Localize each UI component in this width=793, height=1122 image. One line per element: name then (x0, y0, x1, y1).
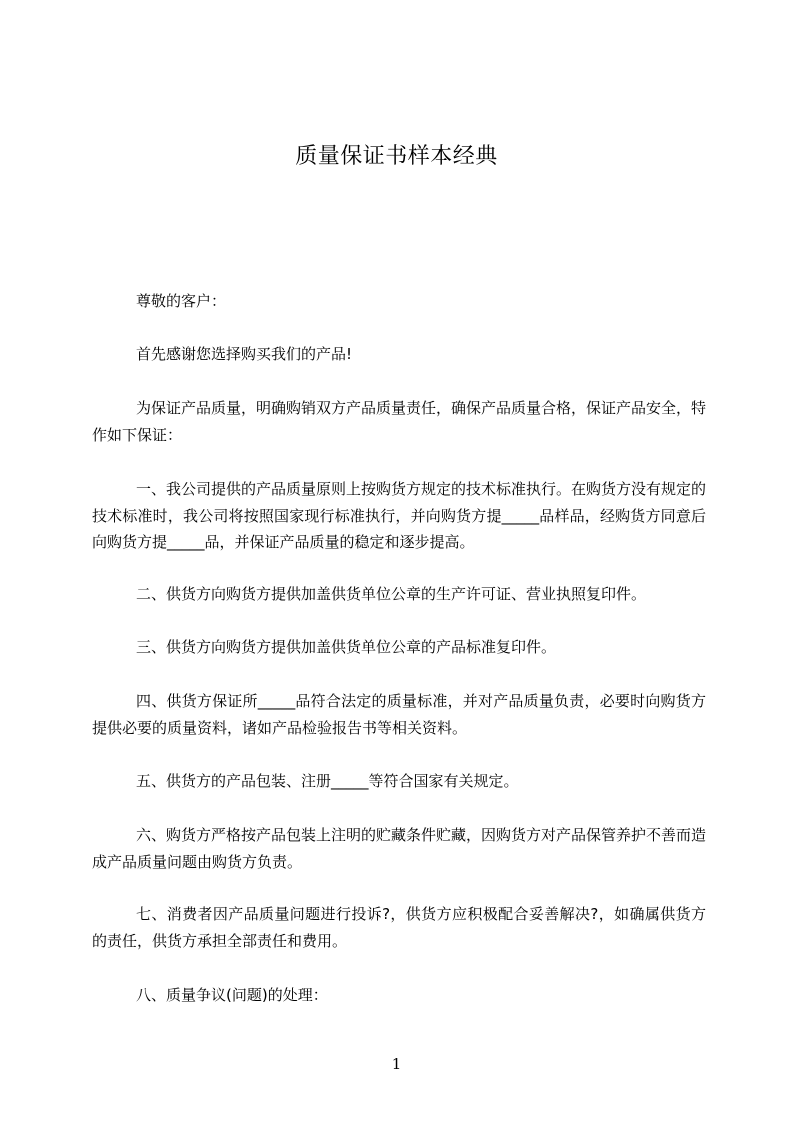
clause-5: 五、供货方的产品包装、注册_____等符合国家有关规定。 (136, 772, 519, 790)
salutation: 尊敬的客户： (136, 292, 227, 310)
clause-7: 七、消费者因产品质量问题进行投诉?，供货方应积极配合妥善解决?，如确属供货方的责任，供货方承担全部责任和费用。 (92, 905, 706, 950)
clause-4: 四、供货方保证所_____品符合法定的质量标准，并对产品质量负责，必要时向购货方提供必要的质量资料，诸如产品检验报告书等相关资料。 (92, 692, 706, 737)
document-title: 质量保证书样本经典 (295, 144, 498, 169)
page-number: 1 (391, 1055, 402, 1073)
clause-1: 一、我公司提供的产品质量原则上按购货方规定的技术标准执行。在购货方没有规定的技术标准时，我公司将按照国家现行标准执行，并向购货方提_____品样品，经购货方同意后向购货方提_____品，并保证产品质量的稳定和逐步提高。 (92, 480, 707, 551)
paragraph-thanks: 首先感谢您选择购买我们的产品! (136, 345, 353, 363)
clause-8: 八、质量争议(问题)的处理： (136, 986, 328, 1004)
clause-3: 三、供货方向购货方提供加盖供货单位公章的产品标准复印件。 (136, 638, 557, 656)
clause-2: 二、供货方向购货方提供加盖供货单位公章的生产许可证、营业执照复印件。 (136, 585, 647, 603)
paragraph-intro: 为保证产品质量，明确购销双方产品质量责任，确保产品质量合格，保证产品安全，特作如下保证： (92, 399, 707, 444)
clause-6: 六、购货方严格按产品包装上注明的贮藏条件贮藏，因购货方对产品保管养护不善而造成产品质量问题由购货方负责。 (92, 826, 707, 871)
